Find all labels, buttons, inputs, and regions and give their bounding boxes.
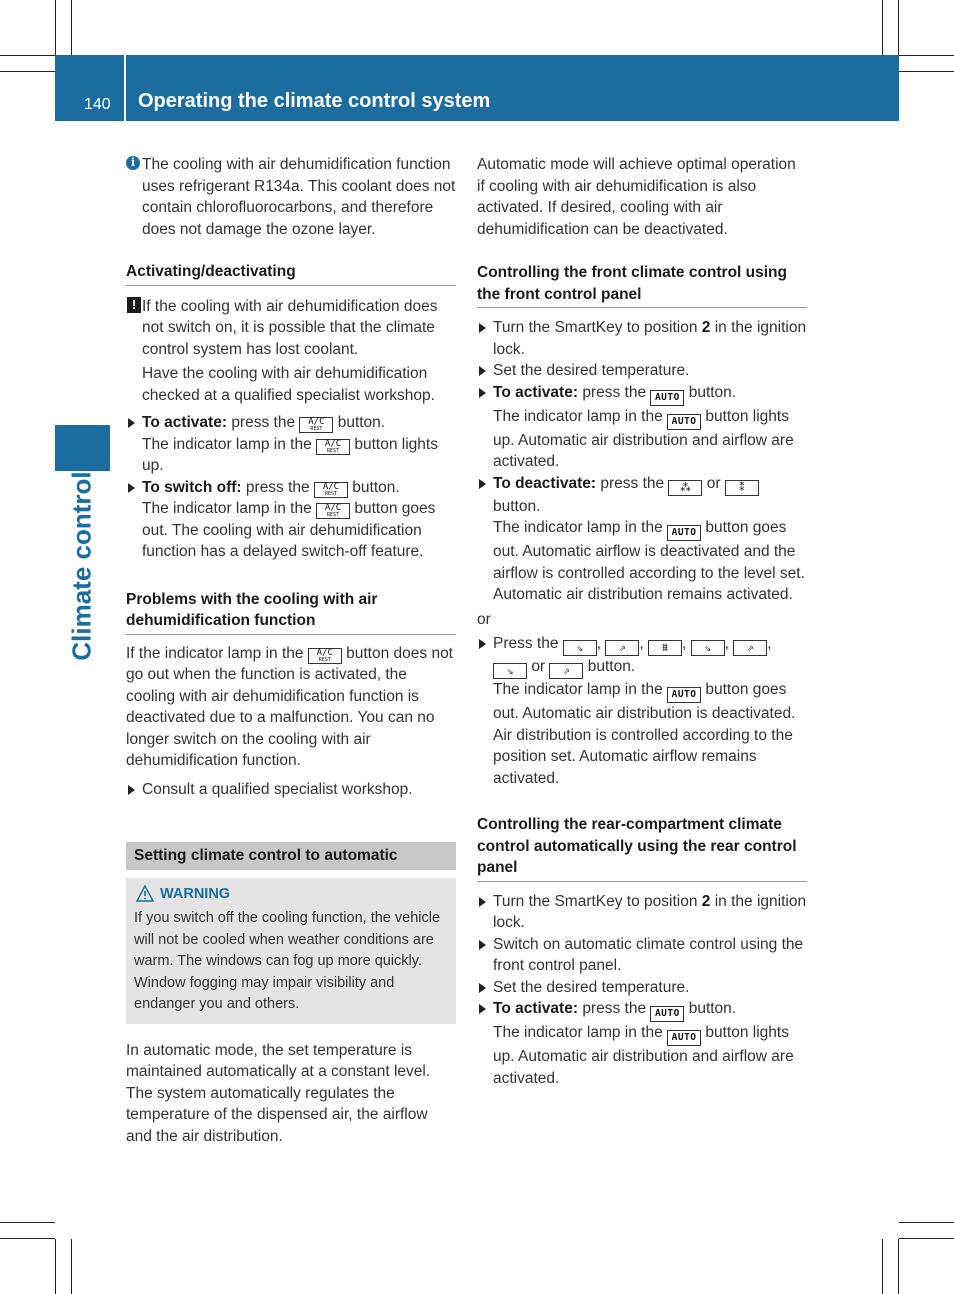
air-distribution-footwell-windshield-icon: ⇘ [493, 663, 527, 679]
arrow-bullet-icon [479, 388, 486, 398]
crop-mark [71, 0, 72, 55]
heading-problems: Problems with the cooling with air dehumidification function [126, 589, 456, 635]
warning-text: If you switch off the cooling function, the vehicle will not be cooled when weather conditions are warm. The windows can fog up more quickly. Window fogging may impair visibility and endanger you and others. [134, 910, 441, 1012]
page-number: 140 [84, 96, 111, 113]
right-column [477, 154, 807, 1089]
or-text: or [477, 610, 491, 628]
step-switch-off: To switch off: press the A/C REST button. [126, 477, 456, 499]
fan-increase-icon: ⁂ [668, 480, 702, 496]
info-icon: i [126, 156, 140, 170]
rear-step-3: Set the desired temperature. [477, 977, 807, 999]
rear-step-activate: To activate: press the AUTO button. [477, 998, 807, 1022]
auto-button-icon: AUTO [667, 1030, 701, 1046]
auto-mode-text: In automatic mode, the set temperature is maintained automatically at a constant level. The system automatically regulates the temperature of the dispensed air, the airflow and the air distribution. [126, 1041, 431, 1145]
crop-mark [882, 0, 883, 55]
crop-mark [882, 1239, 883, 1294]
arrow-bullet-icon [479, 479, 486, 489]
auto-button-icon: AUTO [650, 390, 684, 406]
air-distribution-footwell-icon: ⇘ [563, 640, 597, 656]
front-activate-sub: The indicator lamp in the AUTO button lights up. Automatic air distribution and airflow are activated. [493, 407, 794, 470]
crop-mark [71, 1239, 72, 1294]
step-activate-sub: The indicator lamp in the A/C REST button lights up. [142, 435, 438, 474]
auto-button-icon: AUTO [667, 414, 701, 430]
excl-note-2: Have the cooling with air dehumidification checked at a qualified specialist workshop. [142, 365, 435, 404]
crop-mark [55, 1239, 56, 1294]
rear-step-1: Turn the SmartKey to position 2 in the ignition lock. [477, 891, 807, 934]
ac-button-icon: A/C REST [299, 417, 333, 433]
air-distribution-all-icon: ⇗ [549, 663, 583, 679]
arrow-bullet-icon [479, 366, 486, 376]
rear-activate-sub: The indicator lamp in the AUTO button lights up. Automatic air distribution and airflow are activated. [493, 1024, 794, 1087]
section-title: Setting climate control to automatic [126, 842, 456, 870]
crop-mark [899, 55, 954, 56]
step-consult: Consult a qualified specialist workshop. [126, 779, 456, 801]
front-step-press: Press the ⇘ , ⇗ , ⩩ , ⇘ , ⇗ , ⇘ or ⇗ button. [477, 633, 807, 679]
front-step-activate: To activate: press the AUTO button. [477, 382, 807, 406]
air-distribution-center-icon: ⇗ [605, 640, 639, 656]
front-deactivate-sub: The indicator lamp in the AUTO button goes out. Automatic airflow is deactivated and the airflow is controlled according to the level set. Automatic air distribution remains activated. [493, 519, 805, 603]
arrow-bullet-icon [479, 1004, 486, 1014]
heading-rear: Controlling the rear-compartment climate control automatically using the rear control panel [477, 814, 807, 882]
ac-button-icon: A/C REST [308, 648, 342, 664]
auto-button-icon: AUTO [667, 687, 701, 703]
excl-note: ! If the cooling with air dehumidification does not switch on, it is possible that the climate control system has lost coolant. [126, 296, 456, 361]
auto-button-icon: AUTO [650, 1006, 684, 1022]
warning-triangle-icon [136, 885, 154, 902]
crop-mark [0, 71, 55, 72]
air-distribution-center-windshield-icon: ⇗ [733, 640, 767, 656]
heading-front: Controlling the front climate control using the front control panel [477, 262, 807, 308]
crop-mark [0, 1238, 55, 1239]
arrow-bullet-icon [128, 418, 135, 428]
warning-box [126, 878, 456, 1024]
air-distribution-windshield-icon: ⩩ [648, 640, 682, 656]
arrow-bullet-icon [479, 983, 486, 993]
crop-mark [899, 71, 954, 72]
step-switch-off-sub: The indicator lamp in the A/C REST button goes out. The cooling with air dehumidification function has a delayed switch-off feature. [142, 500, 436, 560]
crop-mark [899, 1222, 954, 1223]
front-step-2: Set the desired temperature. [477, 360, 807, 382]
exclamation-icon: ! [127, 297, 141, 313]
header-divider [124, 55, 126, 121]
ac-button-icon: A/C REST [316, 503, 350, 519]
rear-step-2: Switch on automatic climate control using the front control panel. [477, 934, 807, 977]
intro-text: Automatic mode will achieve optimal operation if cooling with air dehumidification is also activated. If desired, cooling with air dehumidification can be deactivated. [477, 156, 796, 238]
crop-mark [0, 55, 55, 56]
step-activate: To activate: press the A/C REST button. [126, 412, 456, 434]
left-column [126, 154, 456, 1147]
heading-activating: Activating/deactivating [126, 261, 456, 286]
crop-mark [898, 0, 899, 55]
auto-button-icon: AUTO [667, 525, 701, 541]
front-step-1: Turn the SmartKey to position 2 in the ignition lock. [477, 317, 807, 360]
ac-button-icon: A/C REST [316, 439, 350, 455]
side-tab [55, 425, 110, 471]
arrow-bullet-icon [479, 897, 486, 907]
crop-mark [0, 1222, 55, 1223]
chapter-label: Climate control [66, 471, 97, 661]
crop-mark [899, 1238, 954, 1239]
front-press-sub: The indicator lamp in the AUTO button goes out. Automatic air distribution is deactivated. Air distribution is controlled according to the position set. Automatic airflow remains activated. [493, 681, 796, 787]
info-note: i The cooling with air dehumidification function uses refrigerant R134a. This coolant does not contain chlorofluorocarbons, and therefore does not damage the ozone layer. [126, 154, 456, 240]
crop-mark [55, 0, 56, 55]
page-title: Operating the climate control system [138, 90, 491, 112]
fan-decrease-icon: ⁑ [725, 480, 759, 496]
arrow-bullet-icon [128, 785, 135, 795]
front-step-deactivate: To deactivate: press the ⁂ or ⁑ button. [477, 473, 807, 518]
ac-button-icon: A/C REST [314, 482, 348, 498]
warning-title: WARNING [134, 884, 448, 906]
air-distribution-footwell-center-icon: ⇘ [691, 640, 725, 656]
crop-mark [898, 1239, 899, 1294]
arrow-bullet-icon [479, 323, 486, 333]
problems-text: If the indicator lamp in the A/C REST button does not go out when the function is activated, the cooling with air dehumidification function is deactivated due to a malfunction. You can no longer switch on the cooling with air dehumidification function. [126, 644, 453, 769]
arrow-bullet-icon [128, 483, 135, 493]
arrow-bullet-icon [479, 940, 486, 950]
arrow-bullet-icon [479, 639, 486, 649]
